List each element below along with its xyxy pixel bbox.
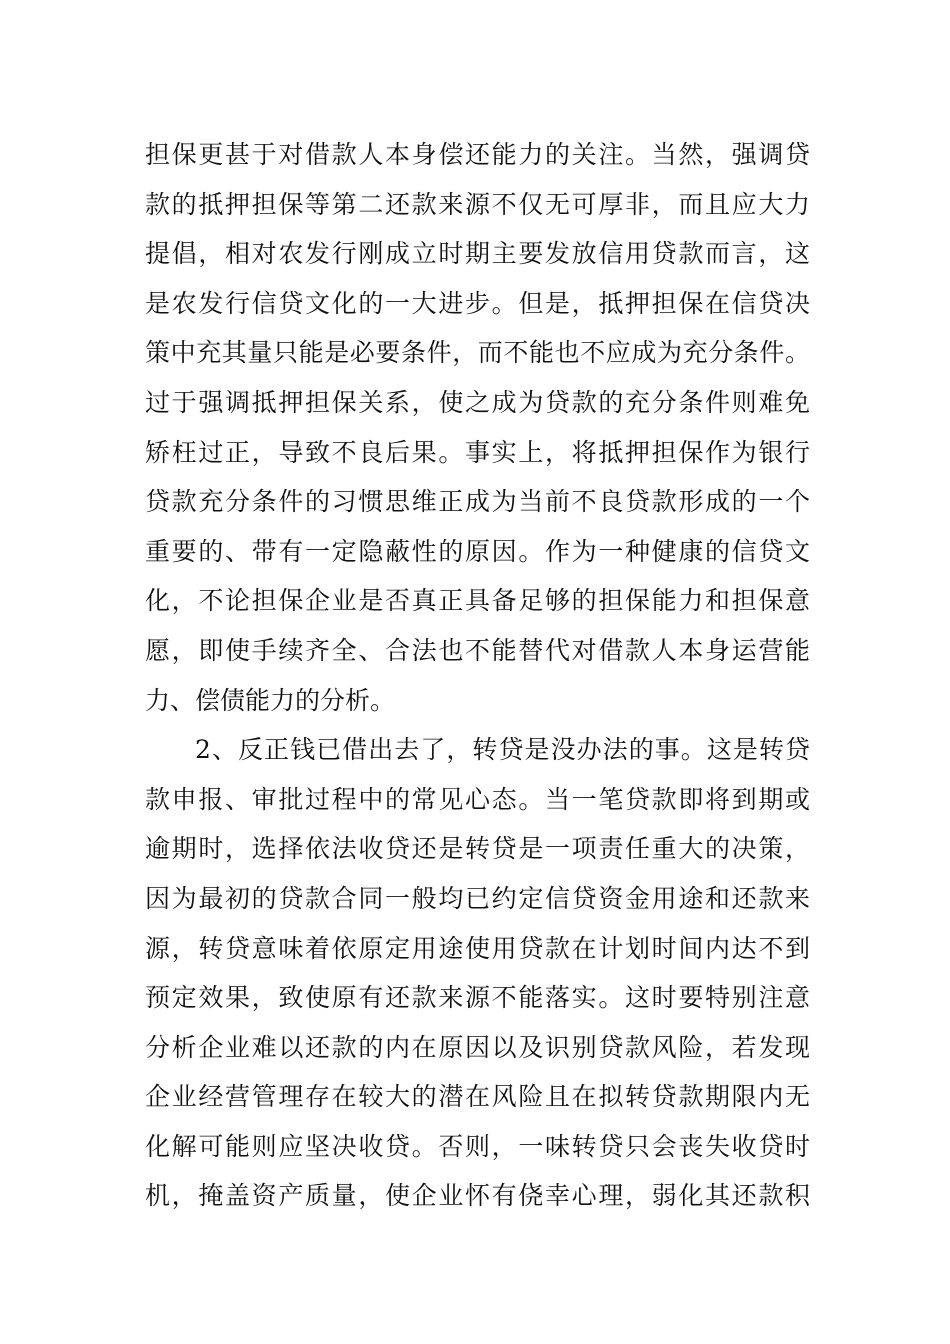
text-line: 重要的、带有一定隐蔽性的原因。作为一种健康的信贷文 (145, 536, 810, 566)
text-line: 提倡，相对农发行刚成立时期主要发放信用贷款而言，这 (145, 239, 810, 269)
text-line: 化，不论担保企业是否真正具备足够的担保能力和担保意 (145, 586, 810, 616)
text-line: 逾期时，选择依法收贷还是转贷是一项责任重大的决策， (145, 834, 810, 864)
body-text (145, 130, 810, 1221)
text-line: 力、偿债能力的分析。 (145, 685, 396, 715)
text-line: 款的抵押担保等第二还款来源不仅无可厚非，而且应大力 (145, 189, 810, 219)
text-line: 源，转贷意味着依原定用途使用贷款在计划时间内达不到 (145, 933, 810, 963)
text-line: 企业经营管理存在较大的潜在风险且在拟转贷款期限内无 (145, 1082, 810, 1112)
text-line: 2、反正钱已借出去了，转贷是没办法的事。这是转贷 (195, 735, 810, 765)
text-line: 过于强调抵押担保关系，使之成为贷款的充分条件则难免 (145, 387, 810, 417)
text-line: 贷款充分条件的习惯思维正成为当前不良贷款形成的一个 (145, 487, 810, 517)
text-line: 是农发行信贷文化的一大进步。但是，抵押担保在信贷决 (145, 288, 810, 318)
text-line: 愿，即使手续齐全、合法也不能替代对借款人本身运营能 (145, 635, 810, 665)
paragraph-2 (145, 725, 810, 1221)
text-line: 预定效果，致使原有还款来源不能落实。这时要特别注意 (145, 983, 810, 1013)
paragraph-1 (145, 130, 810, 725)
text-line: 机，掩盖资产质量，使企业怀有侥幸心理，弱化其还款积 (145, 1181, 810, 1211)
text-line: 款申报、审批过程中的常见心态。当一笔贷款即将到期或 (145, 784, 810, 814)
text-line: 矫枉过正，导致不良后果。事实上，将抵押担保作为银行 (145, 437, 810, 467)
text-line: 分析企业难以还款的内在原因以及识别贷款风险，若发现 (145, 1032, 810, 1062)
text-line: 策中充其量只能是必要条件，而不能也不应成为充分条件。 (145, 338, 810, 368)
text-line: 担保更甚于对借款人本身偿还能力的关注。当然，强调贷 (145, 140, 810, 169)
text-line: 化解可能则应坚决收贷。否则，一味转贷只会丧失收贷时 (145, 1131, 810, 1161)
text-line: 因为最初的贷款合同一般均已约定信贷资金用途和还款来 (145, 883, 810, 913)
